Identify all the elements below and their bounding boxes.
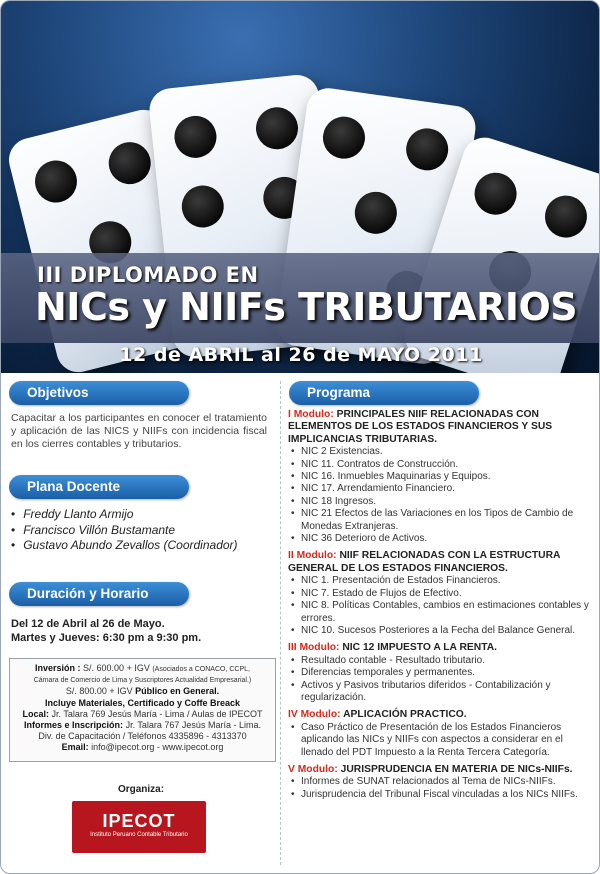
inversion-label: Inversión :: [35, 663, 81, 673]
module-item: • Caso Práctico de Presentación de los Estados Financieros aplicando las NICs y NIIFs con aspectos a considerar en el llenado del PDT Impuesto a la Renta Tercera Categoría.: [290, 722, 596, 759]
email-label: Email:: [61, 742, 89, 753]
course-dates: 12 de ABRIL al 26 de MAYO 2011: [119, 344, 483, 366]
module-title: NIIF RELACIONADAS CON LA ESTRUCTURA GENERAL DE LOS ESTADOS FINANCIEROS.: [288, 550, 561, 574]
logo-subtitle: Instituto Peruano Contable Tributario: [90, 832, 188, 838]
module-item: • Jurisprudencia del Tribunal Fiscal vinculadas a los NICs NIIFs.: [290, 789, 596, 801]
module-4: [288, 709, 596, 759]
module-item: • Diferencias temporales y permanentes.: [290, 667, 596, 679]
email-link[interactable]: info@ipecot.org - www.ipecot.org: [91, 742, 224, 753]
objetivos-text: Capacitar a los participantes en conocer el tratamiento y aplicación de las NICS y NIIFs con incidencia fiscal en los cierres contables y tributarios.: [11, 412, 267, 450]
programa-content: [288, 409, 596, 806]
module-title: APLICACIÓN PRACTICO.: [343, 709, 467, 721]
module-number: I Modulo:: [288, 409, 334, 420]
programa-heading: Programa: [289, 381, 479, 405]
module-item: • NIC 7. Estado de Flujos de Efectivo.: [290, 588, 596, 600]
organiza-label: Organiza:: [117, 784, 165, 795]
module-item: • NIC 17. Arrendamiento Financiero.: [290, 483, 596, 495]
horario-line: Del 12 de Abril al 26 de Mayo.: [11, 618, 165, 630]
module-item: • NIC 18 Ingresos.: [290, 496, 596, 508]
telefonos-text: Div. de Capacitación / Teléfonos 4335896 - 4313370: [38, 731, 247, 742]
ipecot-logo: [72, 801, 206, 853]
module-2: [288, 550, 596, 637]
module-1: [288, 409, 596, 545]
module-item: • NIC 1. Presentación de Estados Financieros.: [290, 575, 596, 587]
objetivos-heading: Objetivos: [9, 381, 189, 405]
module-number: II Modulo:: [288, 550, 337, 562]
price-note-2: Cámara de Comercio de Lima y Suscriptores Actualidad Empresarial.): [33, 677, 252, 685]
informes-label: Informes e Inscripción:: [24, 720, 124, 731]
module-title: PRINCIPALES NIIF RELACIONADAS CON ELEMENTOS DE LOS ESTADOS FINANCIEROS Y SUS IMPLICANCIAS TRIBUTARIAS.: [288, 409, 553, 445]
informes-address: Jr. Talara 767 Jesús María - Lima.: [125, 720, 261, 731]
horario-text: [11, 617, 201, 645]
includes-text: Incluye Materiales, Certificado y Coffe Breack: [44, 697, 241, 708]
module-number: III Modulo:: [288, 642, 340, 654]
module-item: • Activos y Pasivos tributarios diferidos - Contabilización y regularización.: [290, 680, 596, 705]
local-address: Jr. Talara 769 Jesús María - Lima / Aulas de IPECOT: [51, 708, 263, 719]
module-item: • NIC 2 Existencias.: [290, 446, 596, 458]
price-general-label: Público en General.: [135, 686, 220, 697]
module-item: • NIC 16. Inmuebles Maquinarias y Equipos.: [290, 471, 596, 483]
module-item: • NIC 11. Contratos de Construcción.: [290, 459, 596, 471]
hero-banner: [1, 1, 600, 373]
module-item: • NIC 10. Sucesos Posteriores a la Fecha del Balance General.: [290, 625, 596, 637]
price-general: S/. 800.00 + IGV: [65, 686, 133, 697]
module-title: JURISPRUDENCIA EN MATERIA DE NICs-NIIFs.: [340, 763, 573, 775]
module-title: NIC 12 IMPUESTO A LA RENTA.: [342, 642, 498, 654]
horario-line: Martes y Jueves: 6:30 pm a 9:30 pm.: [11, 632, 202, 644]
inversion-box: [9, 658, 276, 762]
duracion-heading: Duración y Horario: [9, 582, 189, 606]
docente-item: • Freddy Llanto Armijo: [11, 507, 238, 523]
price-asociados: S/. 600.00 + IGV: [83, 663, 150, 673]
docente-item: • Gustavo Abundo Zevallos (Coordinador): [11, 538, 238, 554]
module-item: • NIC 21 Efectos de las Variaciones en los Tipos de Cambio de Monedas Extranjeras.: [290, 508, 596, 533]
logo-text: IPECOT: [102, 811, 176, 831]
module-item: • NIC 8. Políticas Contables, cambios en estimaciones contables y errores.: [290, 600, 596, 625]
page-title: NICs y NIIFs TRIBUTARIOS: [35, 285, 578, 329]
module-item: • Resultado contable - Resultado tributario.: [290, 655, 596, 667]
module-item: • NIC 36 Deterioro de Activos.: [290, 533, 596, 545]
plana-docente-heading: Plana Docente: [9, 475, 189, 499]
local-label: Local:: [22, 708, 50, 719]
module-item: • Informes de SUNAT relacionados al Tema de NICs-NIIFs.: [290, 776, 596, 788]
module-3: [288, 642, 596, 704]
price-note: (Asociados a CONACO, CCPL,: [152, 666, 250, 673]
module-number: V Modulo:: [288, 763, 338, 775]
docente-item: • Francisco Villón Bustamante: [11, 523, 238, 539]
docentes-list: [11, 507, 238, 554]
title-small: III DIPLOMADO EN: [37, 263, 259, 287]
module-5: [288, 764, 596, 801]
module-number: IV Modulo:: [288, 709, 341, 721]
